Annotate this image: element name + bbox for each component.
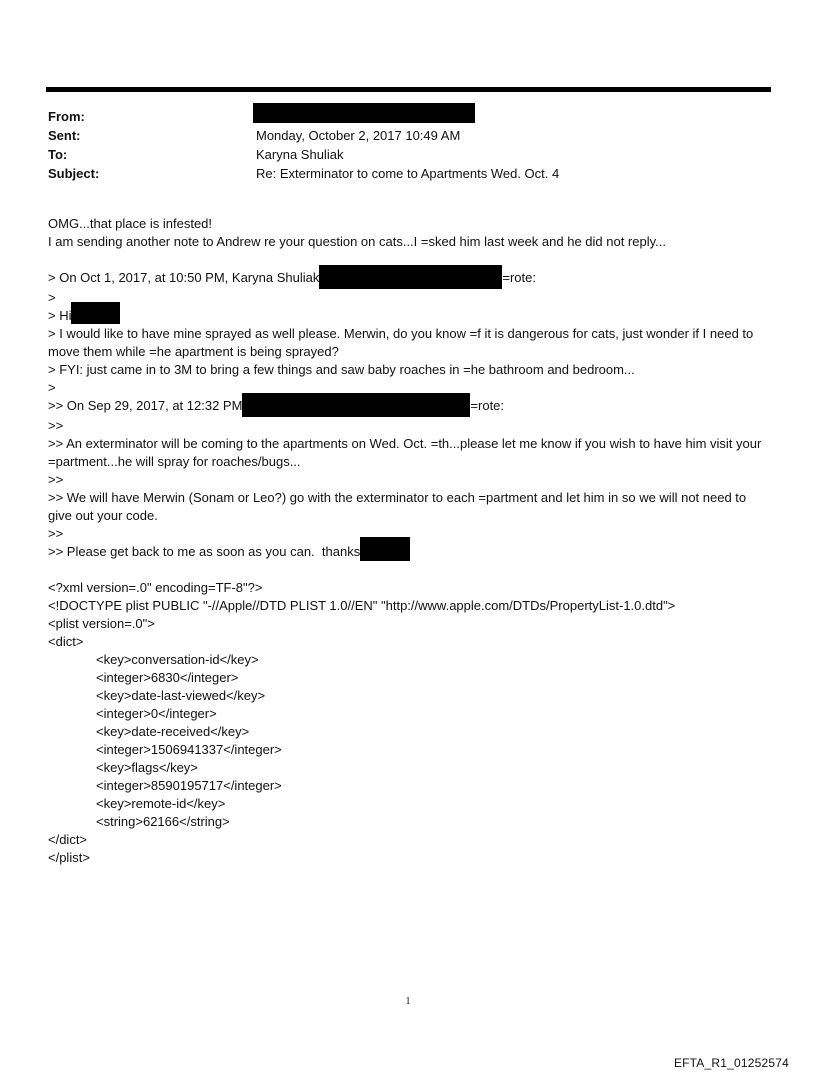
- quote-text: > Hi: [48, 308, 72, 323]
- quote-line: [48, 269, 773, 289]
- xml-line: <string>62166</string>: [96, 814, 230, 829]
- quote-text: =rote:: [502, 270, 536, 285]
- redaction-box: [253, 103, 475, 123]
- subject-label: Subject:: [48, 166, 100, 181]
- redaction-box: [242, 393, 470, 417]
- sent-row: [48, 126, 559, 145]
- xml-line: </plist>: [48, 850, 90, 865]
- body-line: OMG...that place is infested!: [48, 216, 213, 231]
- document-id: EFTA_R1_01252574: [673, 1056, 789, 1070]
- sent-value: Monday, October 2, 2017 10:49 AM: [256, 128, 461, 143]
- redaction-box: [71, 302, 120, 324]
- quote-line: >>: [48, 472, 64, 487]
- header-rule: [46, 87, 771, 92]
- to-row: [48, 145, 559, 164]
- quote-line: > FYI: just came in to 3M to bring a few things and saw baby roaches in =he bathroom and bedroom...: [48, 362, 635, 377]
- quote-line: > I would like to have mine sprayed as well please. Merwin, do you know =f it is dangerous for cats, just wonder if I need to move them while =he apartment is being sprayed?: [48, 326, 754, 359]
- page-number: 1: [405, 996, 411, 1007]
- xml-line: <dict>: [48, 634, 84, 649]
- quote-line: [48, 397, 773, 417]
- quote-line: >> An exterminator will be coming to the apartments on Wed. Oct. =th...please let me know if you wish to have him visit your =partment...he will spray for roaches/bugs...: [48, 436, 762, 469]
- from-value: [256, 107, 475, 126]
- xml-line: <key>date-last-viewed</key>: [96, 688, 266, 703]
- xml-line: <?xml version=.0" encoding=TF-8"?>: [48, 580, 263, 595]
- xml-line: </dict>: [48, 832, 88, 847]
- xml-line: <key>conversation-id</key>: [96, 652, 259, 667]
- email-body: [48, 215, 773, 867]
- quote-line: [48, 543, 773, 561]
- subject-value: Re: Exterminator to come to Apartments Wed. Oct. 4: [256, 166, 560, 181]
- quote-line: >>: [48, 526, 64, 541]
- redaction-box: [319, 265, 502, 289]
- from-label: From:: [48, 109, 85, 124]
- quote-text: > On Oct 1, 2017, at 10:50 PM, Karyna Shuliak: [48, 270, 320, 285]
- xml-line: <!DOCTYPE plist PUBLIC "-//Apple//DTD PLIST 1.0//EN" "http://www.apple.com/DTDs/PropertyList-1.0.dtd">: [48, 598, 676, 613]
- quote-text: >> On Sep 29, 2017, at 12:32 PM: [48, 398, 243, 413]
- xml-line: <key>flags</key>: [96, 760, 198, 775]
- quote-line: [48, 307, 773, 325]
- xml-line: <integer>8590195717</integer>: [96, 778, 282, 793]
- xml-line: <integer>1506941337</integer>: [96, 742, 282, 757]
- to-label: To:: [48, 147, 68, 162]
- quote-text: =rote:: [470, 398, 505, 413]
- email-header: [48, 107, 559, 183]
- to-value: Karyna Shuliak: [256, 147, 344, 162]
- xml-line: <key>remote-id</key>: [96, 796, 226, 811]
- redaction-box: [360, 537, 410, 561]
- from-row: [48, 107, 559, 126]
- xml-line: <key>date-received</key>: [96, 724, 250, 739]
- quote-line: >> We will have Merwin (Sonam or Leo?) go with the exterminator to each =partment and let him in so we will not need to give out your code.: [48, 490, 747, 523]
- xml-line: <integer>0</integer>: [96, 706, 217, 721]
- body-line: I am sending another note to Andrew re your question on cats...I =sked him last week and he did not reply...: [48, 234, 666, 249]
- subject-row: [48, 164, 559, 183]
- quote-line: >: [48, 290, 56, 305]
- quote-line: >>: [48, 418, 64, 433]
- sent-label: Sent:: [48, 128, 81, 143]
- quote-line: >: [48, 380, 56, 395]
- xml-line: <integer>6830</integer>: [96, 670, 239, 685]
- xml-line: <plist version=.0">: [48, 616, 155, 631]
- quote-text: >> Please get back to me as soon as you can. thanks: [48, 544, 361, 559]
